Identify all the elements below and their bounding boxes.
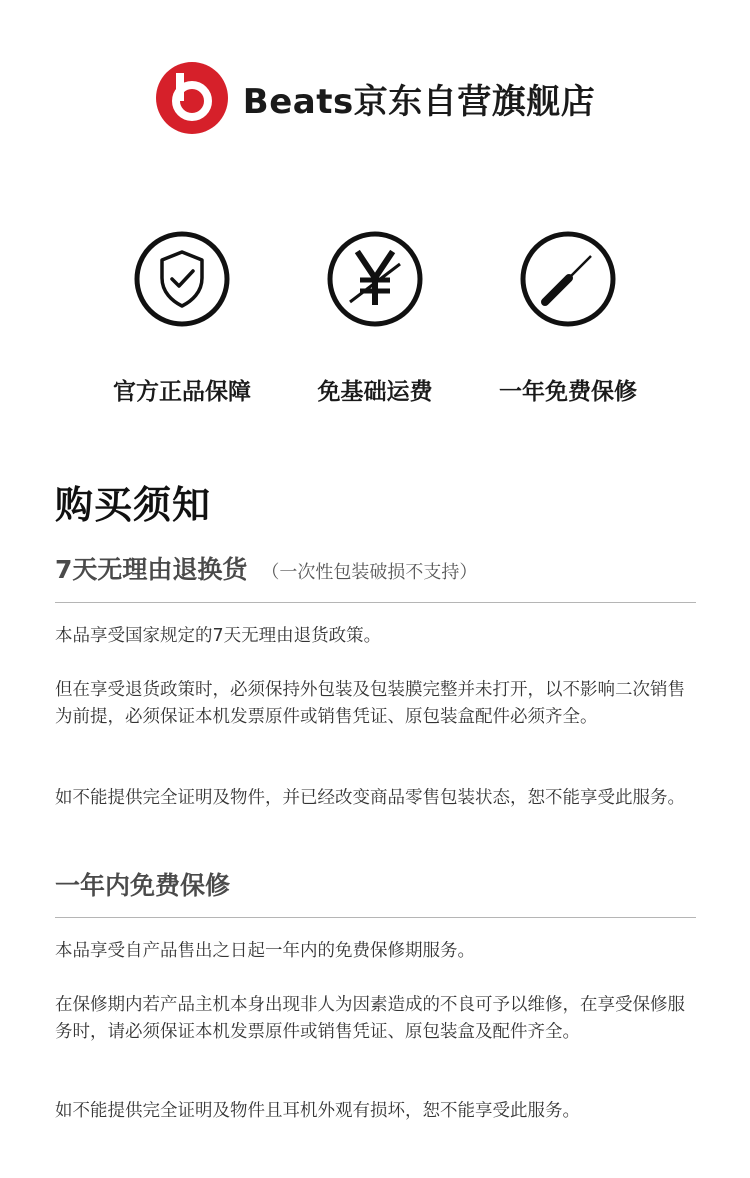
feature-free-shipping <box>279 230 472 406</box>
paragraph: 如不能提供完全证明及物件，并已经改变商品零售包装状态，恕不能享受此服务。 <box>55 788 685 808</box>
store-header <box>0 58 750 138</box>
feature-label-warranty: 一年免费保修 <box>499 379 637 405</box>
feature-label-free-shipping: 免基础运费 <box>317 379 433 405</box>
feature-label-authentic: 官方正品保障 <box>113 379 251 405</box>
section-title-warranty <box>55 866 230 902</box>
shield-check-icon <box>133 230 231 328</box>
section-title-returns <box>55 550 477 586</box>
beats-logo-icon <box>155 61 229 135</box>
paragraph: 本品享受自产品售出之日起一年内的免费保修期服务。 <box>55 941 475 961</box>
screwdriver-icon <box>519 230 617 328</box>
paragraph: 但在享受退货政策时，必须保持外包装及包装膜完整并未打开，以不影响二次销售为前提，必须保证本机发票原件或销售凭证、原包装盒配件必须齐全。 <box>55 680 685 727</box>
paragraph: 在保修期内若产品主机本身出现非人为因素造成的不良可予以维修，在享受保修服务时，请必须保证本机发票原件或销售凭证、原包装盒及配件齐全。 <box>55 995 685 1042</box>
section-title-warranty-text: 一年内免费保修 <box>55 871 231 900</box>
divider <box>55 602 696 603</box>
section-title-returns-text: 7天无理由退换货 <box>55 555 248 584</box>
section-note-returns: （一次性包装破损不支持） <box>261 562 478 583</box>
yen-crossed-icon <box>326 230 424 328</box>
paragraph: 如不能提供完全证明及物件且耳机外观有损坏，恕不能享受此服务。 <box>55 1101 580 1121</box>
feature-warranty <box>472 230 665 406</box>
purchase-notes-title: 购买须知 <box>55 483 212 527</box>
feature-authentic <box>86 230 279 406</box>
paragraph: 本品享受国家规定的7天无理由退货政策。 <box>55 626 382 646</box>
service-guarantees <box>0 230 750 406</box>
divider <box>55 917 696 918</box>
store-name: Beats京东自营旗舰店 <box>242 81 596 122</box>
